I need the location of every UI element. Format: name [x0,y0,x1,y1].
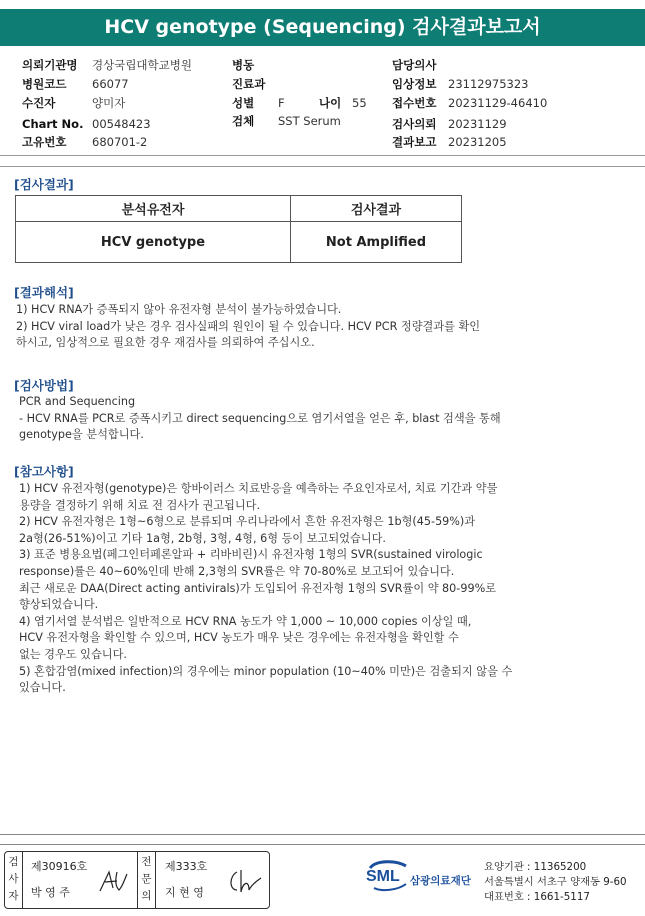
gene-cell: HCV genotype [16,222,291,263]
method-heading: [검사방법] [14,378,74,393]
divider [0,155,645,156]
sex-label: 성별 [232,96,255,110]
text-line: 4) 염기서열 분석법은 일반적으로 HCV RNA 농도가 약 1,000 ~ 10,000 copies 이상일 때, [19,614,472,628]
text-line: 2) HCV 유전자형은 1형~6형으로 분류되며 우리나라에서 흔한 유전자형은 1b형(45-59%)과 [19,515,476,529]
chart-value: 00548423 [92,117,151,131]
text-line: - HCV RNA를 PCR로 증폭시키고 direct sequencing으로 염기서열을 얻은 후, blast 검색을 통해 [19,411,501,425]
footer-divider [0,834,645,835]
specimen-label: 검체 [232,114,255,128]
receipt-value: 20231129-46410 [448,96,548,110]
logo-text: SML [366,868,400,885]
patient-label: 수진자 [22,96,56,110]
request-row [392,115,507,133]
text-line: genotype을 분석합니다. [19,428,144,441]
interpretation-text [16,302,480,352]
text-line: 있습니다. [19,681,66,695]
footer-divider [0,844,645,845]
receipt-label: 접수번호 [392,96,437,110]
examiner-no: 제30916호 [31,860,88,873]
org-info [484,860,627,905]
id-label: 고유번호 [22,135,67,149]
code-row [22,75,129,93]
ward-row [232,56,278,74]
report-row [392,133,507,151]
text-line: PCR and Sequencing [19,395,136,408]
sex-row [232,94,367,112]
doctor-row [392,56,448,74]
text-line: 5) 혼합감염(mixed infection)의 경우에는 minor population (10~40% 미만)은 검출되지 않을 수 [19,664,513,678]
specialist-name: 지 현 영 [165,886,204,899]
examiner-label [5,852,23,908]
dept-row [232,75,278,93]
text-line: 3) 표준 병용요법(페그인터페론알파 + 리바비린)시 유전자형 1형의 SVR(sustained virologic [19,548,483,562]
specimen-value: SST Serum [278,114,341,128]
receipt-row [392,94,547,112]
signature-box [4,851,270,909]
result-heading: [검사결과] [14,177,74,192]
method-text [19,394,501,444]
code-value: 66077 [92,77,129,91]
org-address: 서울특별시 서초구 양재동 9-60 [484,876,627,888]
age-value: 55 [352,96,367,110]
report-label: 결과보고 [392,135,437,149]
text-line: response)률은 40~60%인데 반해 2,3형의 SVR률은 약 70-80%로 보고되어 있습니다. [19,564,455,578]
references-heading: [참고사항] [14,464,74,479]
examiner-name: 박 영 주 [31,886,70,899]
result-header: 검사결과 [291,196,462,222]
age-label: 나이 [319,96,342,110]
text-line: 1) HCV 유전자형(genotype)은 항바이러스 치료반응을 예측하는 주요인자로서, 치료 기간과 약물 [19,482,498,495]
org-phone: 대표번호 : 1661-5117 [484,891,590,903]
text-line: 하시고, 임상적으로 필요한 경우 재검사를 의뢰하여 주십시오. [16,336,315,349]
specialist-signature [227,866,265,896]
patient-value: 양미자 [92,96,126,110]
id-value: 680701-2 [92,135,148,149]
id-row [22,133,147,151]
org-name: 삼광의료재단 [410,875,471,887]
result-table [15,195,462,263]
institution-value: 경상국립대학교병원 [92,58,192,72]
divider [0,166,645,167]
text-line: 용량을 결정하기 위해 치료 전 검사가 권고됩니다. [19,498,261,512]
report-title: HCV genotype (Sequencing) 검사결과보고서 [0,9,645,46]
text-line: 향상되었습니다. [19,598,99,612]
clinical-label: 임상정보 [392,77,437,91]
dept-label: 진료과 [232,77,266,91]
institution-label: 의뢰기관명 [22,58,78,72]
chart-row [22,115,151,133]
sml-logo [366,858,471,896]
gene-header: 분석유전자 [16,196,291,222]
references-text [19,481,512,697]
specimen-row [232,112,341,130]
interpretation-heading: [결과해석] [14,285,74,300]
sex-value: F [278,96,285,110]
org-code: 요양기관 : 11365200 [484,861,587,873]
text-line: 2) HCV viral load가 낮은 경우 검사실패의 원인이 될 수 있습니다. HCV PCR 정량결과를 확인 [16,319,481,333]
patient-row [22,94,125,112]
clinical-value: 23112975323 [448,77,529,91]
text-line: 없는 경우도 있습니다. [19,647,127,661]
text-line: HCV 유전자형을 확인할 수 있으며, HCV 농도가 매우 낮은 경우에는 유전자형을 확인할 수 [19,631,459,645]
text-line: 1) HCV RNA가 증폭되지 않아 유전자형 분석이 불가능하였습니다. [16,303,342,316]
specialist-label [138,852,156,908]
request-value: 20231129 [448,117,507,131]
request-label: 검사의뢰 [392,117,437,131]
examiner-signature [97,866,131,896]
code-label: 병원코드 [22,77,67,91]
specialist-no: 제333호 [165,860,208,873]
result-cell: Not Amplified [291,222,462,263]
clinical-row [392,75,528,93]
text-line: 2a형(26-51%)이고 기타 1a형, 2b형, 3형, 4형, 6형 등이 보고되었습니다. [19,531,386,545]
text-line: 최근 새로운 DAA(Direct acting antivirals)가 도입되어 유전자형 1형의 SVR률이 약 80-99%로 [19,581,497,595]
specialist-label-text: 전 문 의 [141,856,152,902]
chart-label: Chart No. [22,117,84,131]
doctor-label: 담당의사 [392,58,437,72]
examiner-label-text: 검 사 자 [8,856,19,902]
institution-row [22,56,192,74]
ward-label: 병동 [232,58,255,72]
report-value: 20231205 [448,135,507,149]
